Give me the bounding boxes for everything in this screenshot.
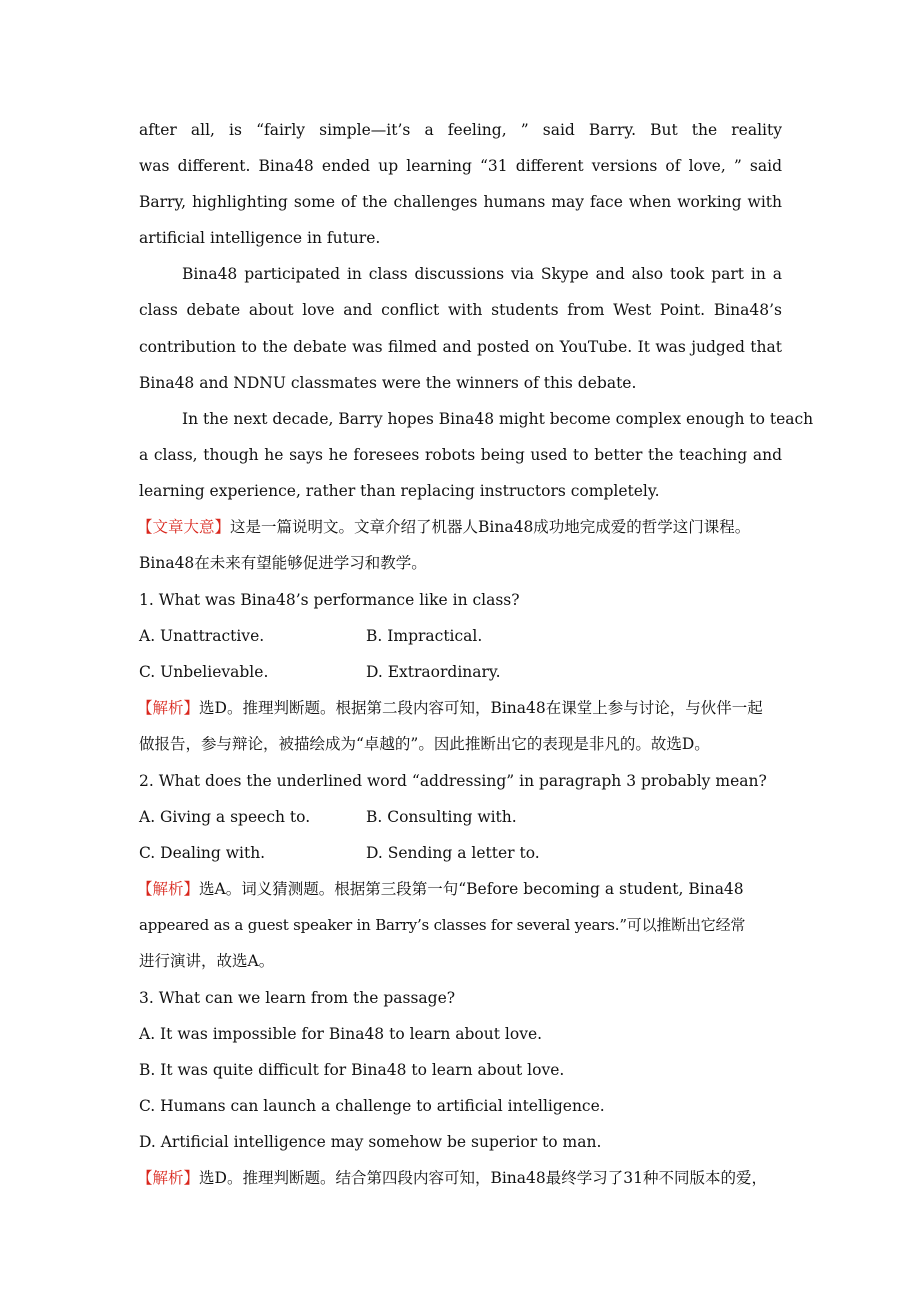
option-a: A. Giving a speech to. [139, 808, 311, 826]
summary-tag: 【文章大意】 [137, 518, 231, 536]
question-2-options-row-2 [139, 843, 782, 863]
question-3-explanation [137, 1168, 780, 1188]
passage-line: class debate about love and conflict with students from West Point. Bina48’s [139, 301, 782, 319]
option-d: D. Extraordinary. [366, 663, 501, 681]
passage-line: learning experience, rather than replacing instructors completely. [139, 482, 660, 500]
question-2-explanation [137, 879, 780, 899]
option-b: B. Impractical. [366, 627, 483, 645]
passage-line: was different. Bina48 ended up learning “31 different versions of love, ” said [139, 157, 782, 175]
option-d: D. Sending a letter to. [366, 844, 540, 862]
explanation-text: 选D。推理判断题。结合第四段内容可知，Bina48最终学习了31种不同版本的爱， [199, 1169, 767, 1187]
option-b: B. Consulting with. [366, 808, 517, 826]
passage-line: Barry, highlighting some of the challenges humans may face when working with [139, 193, 782, 211]
question-1-options-row-1 [139, 626, 782, 646]
question-2-stem: 2. What does the underlined word “addressing” in paragraph 3 probably mean? [139, 772, 767, 790]
explanation-tag: 【解析】 [137, 880, 200, 898]
question-2-explanation-3: 进行演讲，故选A。 [139, 952, 275, 970]
summary-text: 这是一篇说明文。文章介绍了机器人Bina48成功地完成爱的哲学这门课程。 [230, 518, 751, 536]
explanation-tag: 【解析】 [137, 699, 200, 717]
option-d: D. Artificial intelligence may somehow be superior to man. [139, 1133, 602, 1151]
question-2-explanation-2: appeared as a guest speaker in Barry’s classes for several years.”可以推断出它经常 [139, 916, 746, 934]
question-1-stem: 1. What was Bina48’s performance like in class? [139, 591, 520, 609]
option-c: C. Humans can launch a challenge to artificial intelligence. [139, 1097, 605, 1115]
explanation-text: 选A。词义猜测题。根据第三段第一句“Before becoming a student, Bina48 [199, 880, 744, 898]
passage-line: Bina48 and NDNU classmates were the winners of this debate. [139, 374, 637, 392]
passage-line: a class, though he says he foresees robots being used to better the teaching and [139, 446, 782, 464]
summary-line-2: Bina48在未来有望能够促进学习和教学。 [139, 554, 427, 572]
passage-line: In the next decade, Barry hopes Bina48 might become complex enough to teach [182, 410, 814, 428]
option-c: C. Unbelievable. [139, 663, 269, 681]
explanation-text: 选D。推理判断题。根据第二段内容可知，Bina48在课堂上参与讨论，与伙伴一起 [199, 699, 763, 717]
question-1-explanation [137, 698, 780, 718]
question-2-options-row-1 [139, 807, 782, 827]
option-b: B. It was quite difficult for Bina48 to learn about love. [139, 1061, 565, 1079]
option-c: C. Dealing with. [139, 844, 266, 862]
passage-line: artificial intelligence in future. [139, 229, 381, 247]
question-1-options-row-2 [139, 662, 782, 682]
passage-line: after all, is “fairly simple—it’s a feeling, ” said Barry. But the reality [139, 121, 782, 139]
option-a: A. Unattractive. [139, 627, 265, 645]
question-1-explanation-2: 做报告，参与辩论，被描绘成为“卓越的”。因此推断出它的表现是非凡的。故选D。 [139, 735, 710, 753]
passage-line: contribution to the debate was filmed and posted on YouTube. It was judged that [139, 338, 782, 356]
question-3-stem: 3. What can we learn from the passage? [139, 989, 456, 1007]
summary-line [137, 517, 780, 537]
option-a: A. It was impossible for Bina48 to learn about love. [139, 1025, 543, 1043]
explanation-tag: 【解析】 [137, 1169, 200, 1187]
passage-line: Bina48 participated in class discussions via Skype and also took part in a [182, 265, 782, 283]
